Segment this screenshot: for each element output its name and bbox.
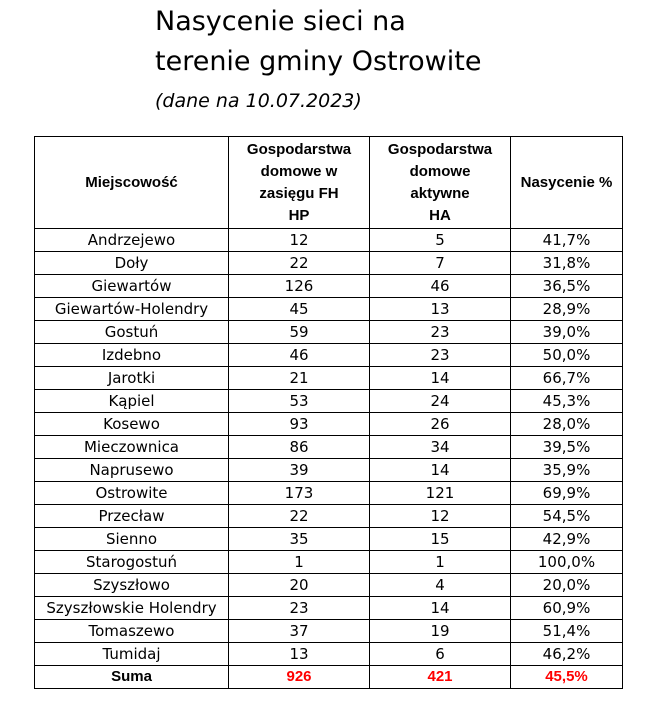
cell-locality: Giewartów [35, 275, 229, 298]
cell-households-hp: 23 [229, 597, 370, 620]
header-line: HA [429, 206, 451, 224]
cell-households-ha: 23 [370, 321, 511, 344]
cell-saturation: 100,0% [511, 551, 623, 574]
cell-households-ha: 121 [370, 482, 511, 505]
cell-households-hp: 22 [229, 252, 370, 275]
cell-saturation: 51,4% [511, 620, 623, 643]
cell-saturation: 50,0% [511, 344, 623, 367]
total-households-ha: 421 [370, 666, 511, 689]
table-row [35, 275, 623, 298]
cell-locality: Ostrowite [35, 482, 229, 505]
table-row [35, 367, 623, 390]
table-row [35, 528, 623, 551]
header-line: aktywne [410, 184, 470, 202]
cell-households-hp: 59 [229, 321, 370, 344]
cell-locality: Kosewo [35, 413, 229, 436]
cell-locality: Mieczownica [35, 436, 229, 459]
cell-households-hp: 37 [229, 620, 370, 643]
header-line: domowe w [260, 162, 338, 180]
cell-saturation: 28,0% [511, 413, 623, 436]
cell-locality: Tomaszewo [35, 620, 229, 643]
cell-locality: Sienno [35, 528, 229, 551]
header-line: HP [288, 206, 310, 224]
page-title-line-1: Nasycenie sieci na [155, 6, 406, 37]
table-row [35, 620, 623, 643]
cell-households-ha: 46 [370, 275, 511, 298]
table-row [35, 344, 623, 367]
header-line: zasięgu FH [259, 184, 339, 202]
cell-saturation: 28,9% [511, 298, 623, 321]
cell-households-hp: 173 [229, 482, 370, 505]
saturation-table [34, 136, 623, 689]
cell-households-hp: 126 [229, 275, 370, 298]
cell-households-hp: 22 [229, 505, 370, 528]
total-label: Suma [35, 666, 229, 689]
table-header-row [35, 137, 623, 229]
cell-households-hp: 53 [229, 390, 370, 413]
cell-locality: Jarotki [35, 367, 229, 390]
table-row [35, 436, 623, 459]
header-line: domowe [409, 162, 471, 180]
table-row [35, 505, 623, 528]
table-row [35, 643, 623, 666]
cell-households-ha: 15 [370, 528, 511, 551]
cell-saturation: 36,5% [511, 275, 623, 298]
cell-saturation: 45,3% [511, 390, 623, 413]
cell-households-hp: 86 [229, 436, 370, 459]
data-date-subtitle: (dane na 10.07.2023) [155, 90, 362, 112]
table-row [35, 413, 623, 436]
cell-households-hp: 12 [229, 229, 370, 252]
cell-saturation: 69,9% [511, 482, 623, 505]
cell-households-hp: 20 [229, 574, 370, 597]
cell-households-ha: 34 [370, 436, 511, 459]
cell-saturation: 42,9% [511, 528, 623, 551]
table-row [35, 597, 623, 620]
cell-locality: Doły [35, 252, 229, 275]
total-row [35, 666, 623, 689]
cell-locality: Starogostuń [35, 551, 229, 574]
cell-saturation: 46,2% [511, 643, 623, 666]
cell-locality: Kąpiel [35, 390, 229, 413]
header-saturation: Nasycenie % [511, 137, 623, 229]
cell-locality: Szyszłowskie Holendry [35, 597, 229, 620]
cell-households-ha: 24 [370, 390, 511, 413]
header-locality: Miejscowość [35, 137, 229, 229]
cell-households-hp: 13 [229, 643, 370, 666]
cell-households-hp: 1 [229, 551, 370, 574]
cell-households-hp: 39 [229, 459, 370, 482]
total-households-hp: 926 [229, 666, 370, 689]
cell-saturation: 20,0% [511, 574, 623, 597]
cell-locality: Giewartów-Holendry [35, 298, 229, 321]
cell-households-hp: 21 [229, 367, 370, 390]
cell-saturation: 39,0% [511, 321, 623, 344]
cell-households-hp: 35 [229, 528, 370, 551]
cell-households-ha: 26 [370, 413, 511, 436]
cell-saturation: 54,5% [511, 505, 623, 528]
table-row [35, 229, 623, 252]
cell-households-ha: 13 [370, 298, 511, 321]
cell-locality: Izdebno [35, 344, 229, 367]
table-row [35, 390, 623, 413]
cell-saturation: 41,7% [511, 229, 623, 252]
header-line: Gospodarstwa [246, 140, 352, 158]
cell-saturation: 35,9% [511, 459, 623, 482]
table-row [35, 482, 623, 505]
total-saturation: 45,5% [511, 666, 623, 689]
table-row [35, 298, 623, 321]
cell-locality: Tumidaj [35, 643, 229, 666]
header-active-households [370, 137, 511, 229]
table-row [35, 551, 623, 574]
header-line: Gospodarstwa [387, 140, 493, 158]
cell-households-ha: 14 [370, 367, 511, 390]
cell-locality: Andrzejewo [35, 229, 229, 252]
cell-saturation: 66,7% [511, 367, 623, 390]
cell-households-ha: 4 [370, 574, 511, 597]
cell-households-ha: 1 [370, 551, 511, 574]
cell-households-ha: 14 [370, 597, 511, 620]
table-row [35, 459, 623, 482]
cell-saturation: 39,5% [511, 436, 623, 459]
table-row [35, 252, 623, 275]
table-row [35, 574, 623, 597]
cell-saturation: 31,8% [511, 252, 623, 275]
cell-saturation: 60,9% [511, 597, 623, 620]
table-row [35, 321, 623, 344]
cell-locality: Szyszłowo [35, 574, 229, 597]
cell-households-ha: 5 [370, 229, 511, 252]
cell-households-hp: 46 [229, 344, 370, 367]
cell-households-ha: 7 [370, 252, 511, 275]
header-households-in-range [229, 137, 370, 229]
cell-locality: Naprusewo [35, 459, 229, 482]
cell-households-ha: 6 [370, 643, 511, 666]
cell-locality: Gostuń [35, 321, 229, 344]
cell-households-ha: 19 [370, 620, 511, 643]
cell-households-hp: 45 [229, 298, 370, 321]
page-title-line-2: terenie gminy Ostrowite [155, 46, 482, 77]
cell-households-hp: 93 [229, 413, 370, 436]
cell-households-ha: 12 [370, 505, 511, 528]
cell-households-ha: 23 [370, 344, 511, 367]
cell-locality: Przecław [35, 505, 229, 528]
cell-households-ha: 14 [370, 459, 511, 482]
